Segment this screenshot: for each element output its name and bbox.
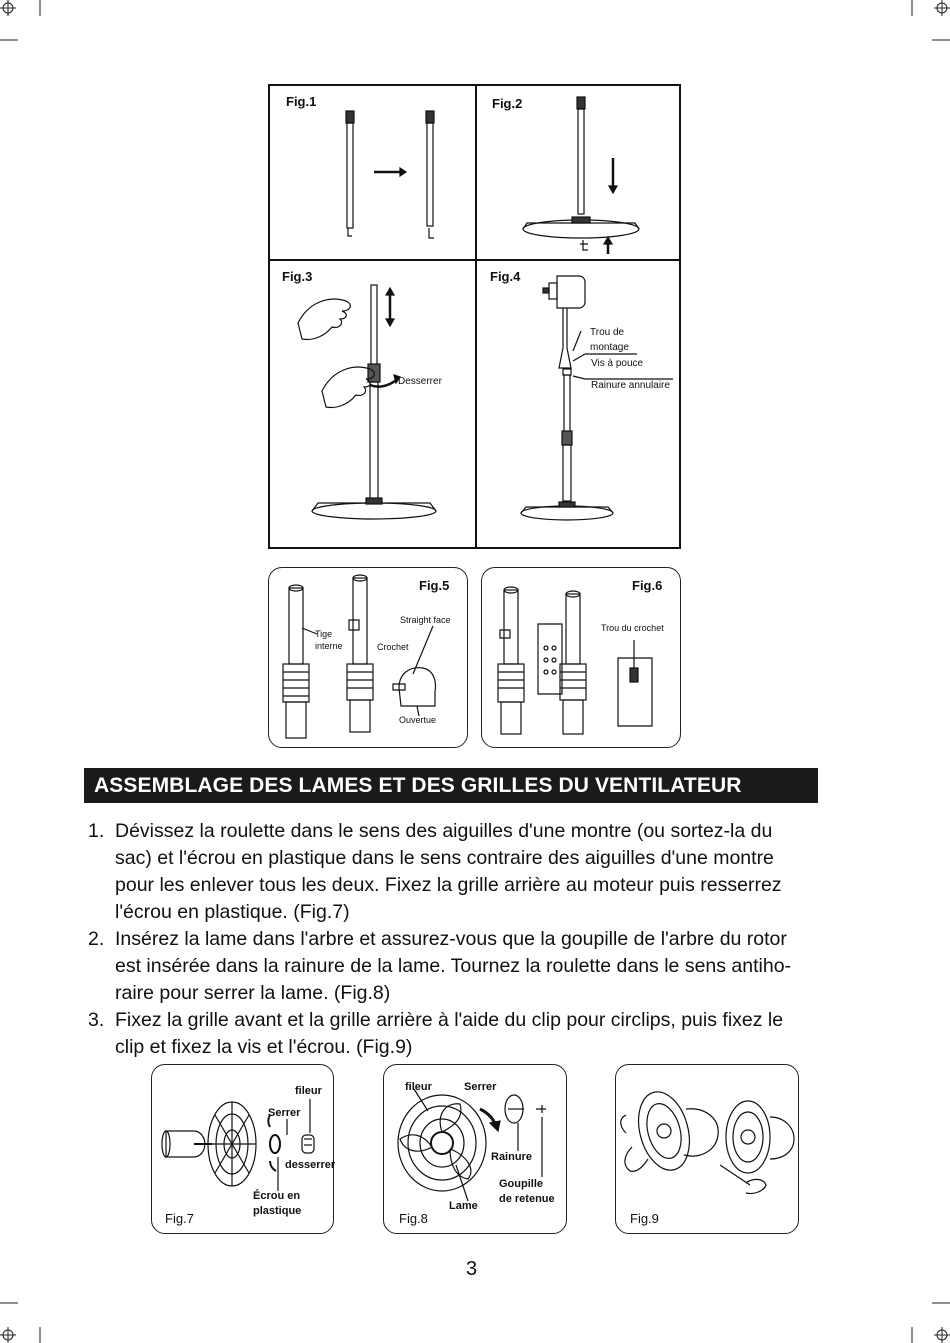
step-line: Insérez la lame dans l'arbre et assurez-vous que la goupille de l'arbre du rotor <box>115 928 787 950</box>
fig5-label: Fig.5 <box>419 578 450 593</box>
fig5-box <box>268 567 468 748</box>
fig5-ouverture-label: Ouvertue <box>399 715 437 725</box>
fig5-straight-label: Straight face <box>400 615 451 625</box>
fig7-label: Fig.7 <box>165 1211 194 1226</box>
fig7-serrer-label: Serrer <box>268 1107 301 1119</box>
fig6-drawing <box>482 568 680 747</box>
fig3-drawing <box>270 261 475 549</box>
fig4-drawing <box>477 261 681 549</box>
fig4-rainure-label: Rainure annulaire <box>591 380 670 391</box>
step-line: raire pour serrer la lame. (Fig.8) <box>115 982 391 1004</box>
fig8-lame-label: Lame <box>449 1200 478 1212</box>
fig8-label: Fig.8 <box>399 1211 428 1226</box>
fig3-label: Fig.3 <box>282 269 313 284</box>
step-number: 2. <box>88 928 105 950</box>
section-heading: ASSEMBLAGE DES LAMES ET DES GRILLES DU VENTILATEUR <box>84 768 818 803</box>
fig7-fileur-label: fileur <box>295 1085 322 1097</box>
fig4-trou-de-label: Trou de <box>590 327 625 338</box>
fig2-label: Fig.2 <box>492 96 523 111</box>
fig6-box <box>481 567 681 748</box>
step-line: est insérée dans la rainure de la lame. Tournez la roulette dans le sens antiho- <box>115 955 792 977</box>
fig3-desserrer-label: Desserrer <box>398 376 442 387</box>
fig1-drawing <box>270 86 475 259</box>
fig7-ecrou-label: Écrou en <box>253 1190 301 1202</box>
step-line: clip et fixez la vis et l'écrou. (Fig.9) <box>115 1036 413 1058</box>
fig9-label: Fig.9 <box>630 1211 659 1226</box>
step-3 <box>88 1007 878 1061</box>
assembly-steps <box>88 818 878 1061</box>
fig8-rainure-label: Rainure <box>491 1151 532 1163</box>
fig1-label: Fig.1 <box>286 94 317 109</box>
page-number: 3 <box>466 1258 478 1280</box>
fig5-drawing <box>269 568 467 747</box>
fig2-drawing <box>477 86 681 259</box>
fig4-vis-label: Vis à pouce <box>591 358 644 369</box>
fig8-goupille-label: Goupille <box>499 1178 543 1190</box>
fig5-tige-label: Tige <box>315 629 333 639</box>
fig7-box <box>151 1064 334 1234</box>
step-line: Fixez la grille avant et la grille arrière à l'aide du clip pour circlips, puis fixez le <box>115 1009 784 1031</box>
fig7-desserrer-label: desserrer <box>285 1159 336 1171</box>
fig6-label: Fig.6 <box>632 578 663 593</box>
step-number: 1. <box>88 820 105 842</box>
fig8-fileur-label: fileur <box>405 1081 432 1093</box>
fig4-montage-label: montage <box>590 342 629 353</box>
fig4-label: Fig.4 <box>490 269 521 284</box>
fig7-plastique-label: plastique <box>253 1205 302 1217</box>
fig9-drawing <box>616 1065 798 1233</box>
fig9-box <box>615 1064 799 1234</box>
step-1 <box>88 818 878 926</box>
step-number: 3. <box>88 1009 105 1031</box>
fig6-trou-label: Trou du crochet <box>601 623 664 633</box>
fig8-retenue-label: de retenue <box>499 1193 555 1205</box>
step-line: pour les enlever tous les deux. Fixez la grille arrière au moteur puis resserrez <box>115 874 782 896</box>
step-line: Dévissez la roulette dans le sens des aiguilles d'une montre (ou sortez-la du <box>115 820 773 842</box>
fig5-crochet-label: Crochet <box>377 642 409 652</box>
figures-1-4-grid <box>268 84 681 549</box>
fig5-interne-label: interne <box>315 641 343 651</box>
fig8-box <box>383 1064 567 1234</box>
step-2 <box>88 926 878 1007</box>
step-line: l'écrou en plastique. (Fig.7) <box>115 901 350 923</box>
step-line: sac) et l'écrou en plastique dans le sens contraire des aiguilles d'une montre <box>115 847 774 869</box>
fig8-serrer-label: Serrer <box>464 1081 497 1093</box>
